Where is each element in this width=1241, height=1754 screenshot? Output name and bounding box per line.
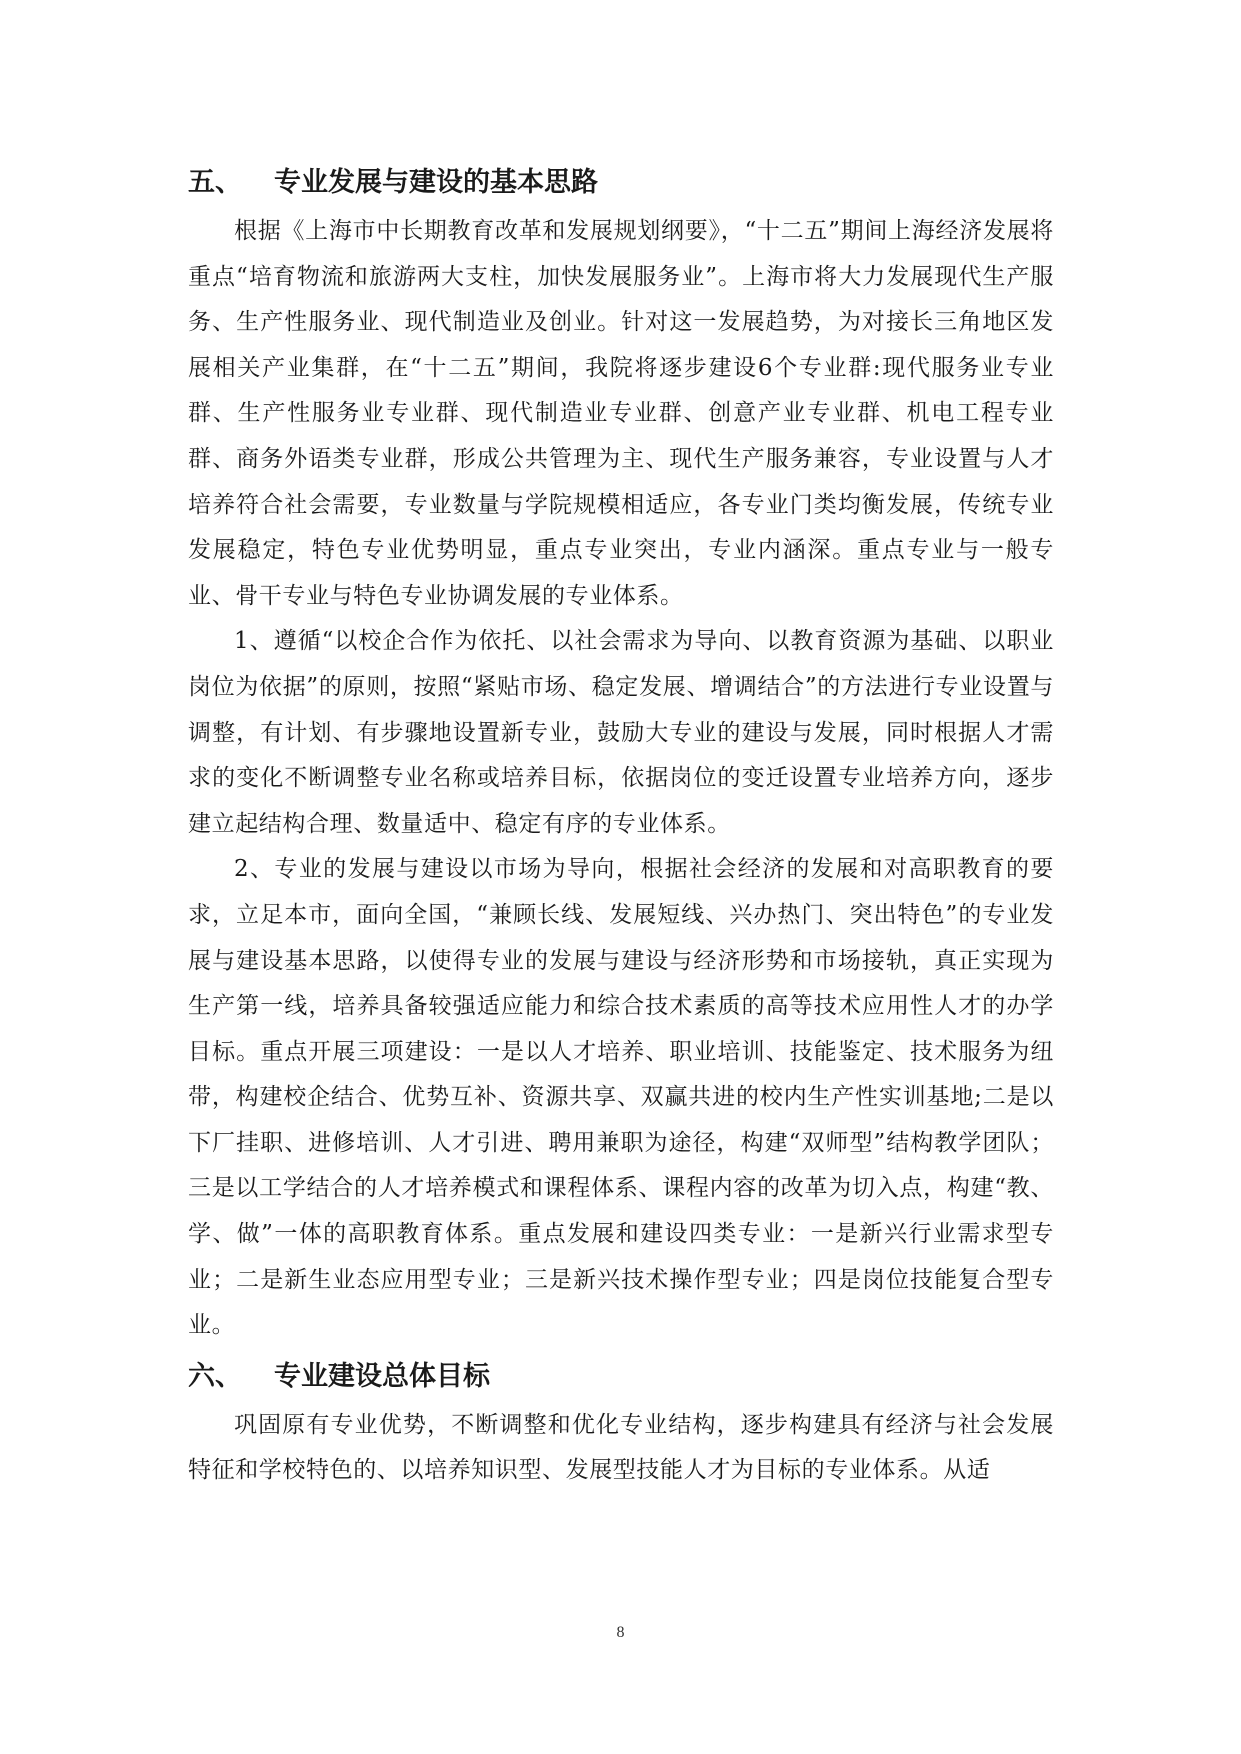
section-title: 专业发展与建设的基本思路 [274, 167, 598, 198]
section-number: 六、 [188, 1360, 242, 1392]
paragraph: 巩固原有专业优势，不断调整和优化专业结构，逐步构建具有经济与社会发展特征和学校特色的、以培养知识型、发展型技能人才为目标的专业体系。从适 [188, 1411, 1054, 1484]
page-content [188, 163, 1054, 1494]
paragraph: 1、遵循“以校企合作为依托、以社会需求为导向、以教育资源为基础、以职业岗位为依据”的原则，按照“紧贴市场、稳定发展、增调结合”的方法进行专业设置与调整，有计划、有步骤地设置新专业，鼓励大专业的建设与发展，同时根据人才需求的变化不断调整专业名称或培养目标，依据岗位的变迁设置专业培养方向，逐步建立起结构合理、数量适中、稳定有序的专业体系。 [188, 628, 1054, 837]
page-number: 8 [616, 1624, 625, 1641]
paragraph: 根据《上海市中长期教育改革和发展规划纲要》，“十二五”期间上海经济发展将重点“培育物流和旅游两大支柱，加快发展服务业”。上海市将大力发展现代生产服务、生产性服务业、现代制造业及创业。针对这一发展趋势，为对接长三角地区发展相关产业集群，在“十二五”期间，我院将逐步建设6个专业群:现代服务业专业群、生产性服务业专业群、现代制造业专业群、创意产业专业群、机电工程专业群、商务外语类专业群，形成公共管理为主、现代生产服务兼容，专业设置与人才培养符合社会需要，专业数量与学院规模相适应，各专业门类均衡发展，传统专业发展稳定，特色专业优势明显，重点专业突出，专业内涵深。重点专业与一般专业、骨干专业与特色专业协调发展的专业体系。 [188, 218, 1054, 609]
paragraph: 2、专业的发展与建设以市场为导向，根据社会经济的发展和对高职教育的要求，立足本市，面向全国，“兼顾长线、发展短线、兴办热门、突出特色”的专业发展与建设基本思路，以使得专业的发展与建设与经济形势和市场接轨，真正实现为生产第一线，培养具备较强适应能力和综合技术素质的高等技术应用性人才的办学目标。重点开展三项建设：一是以人才培养、职业培训、技能鉴定、技术服务为纽带，构建校企结合、优势互补、资源共享、双赢共进的校内生产性实训基地;二是以下厂挂职、进修培训、人才引进、聘用兼职为途径，构建“双师型”结构教学团队；三是以工学结合的人才培养模式和课程体系、课程内容的改革为切入点，构建“教、学、做”一体的高职教育体系。重点发展和建设四类专业：一是新兴行业需求型专业；二是新生业态应用型专业；三是新兴技术操作型专业；四是岗位技能复合型专业。 [188, 856, 1054, 1339]
section-title: 专业建设总体目标 [274, 1360, 490, 1392]
section-heading-6 [188, 1357, 1054, 1397]
section-number: 五、 [188, 167, 242, 198]
section-heading-5 [188, 163, 1054, 203]
